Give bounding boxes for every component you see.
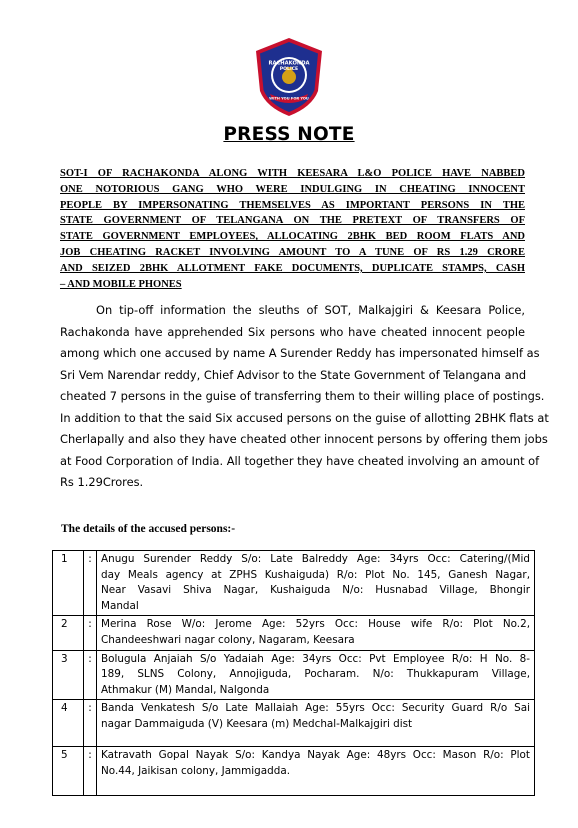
accused-details — [97, 616, 535, 650]
paragraph-line: among which one accused by name A Surender Reddy has impersonated himself as — [60, 346, 540, 360]
page-title: PRESS NOTE — [223, 124, 355, 145]
accused-details-heading: The details of the accused persons:- — [61, 523, 236, 535]
paragraph-line: Rachakonda have apprehended Six persons who have cheated innocent people — [60, 324, 525, 339]
accused-details — [97, 551, 535, 616]
accused-details-line: No.44, Jaikisan colony, Jammigadda. — [101, 764, 291, 777]
separator-colon: : — [84, 650, 97, 700]
headline-line: STATE GOVERNMENT EMPLOYEES, ALLOCATING 2BHK BED ROOM FLATS AND — [60, 231, 525, 243]
accused-details-line: Chandeeshwari nagar colony, Nagaram, Keesara — [101, 633, 355, 646]
table-row — [53, 700, 535, 747]
separator-colon: : — [84, 551, 97, 616]
table-row — [53, 747, 535, 796]
paragraph-line: In addition to that the said Six accused persons on the guise of allotting 2BHK flats at — [60, 410, 549, 425]
headline-line: SOT-I OF RACHAKONDA ALONG WITH KEESARA L&O POLICE HAVE NABBED — [60, 168, 525, 179]
table-row — [53, 650, 535, 700]
accused-details-line: Near Vasavi Shiva Nagar, Kushaiguda N/o: Husnabad Village, Bhongir — [101, 584, 530, 597]
accused-number: 3 — [53, 650, 84, 700]
table-row — [53, 616, 535, 650]
paragraph-line: Rs 1.29Crores. — [60, 475, 144, 489]
accused-details-line: Katravath Gopal Nayak S/o: Kandya Nayak Age: 48yrs Occ: Mason R/o: Plot — [101, 749, 530, 762]
headline-line: – AND MOBILE PHONES — [60, 278, 182, 290]
accused-details-line: Merina Rose W/o: Jerome Age: 52yrs Occ: House wife R/o: Plot No.2, — [101, 618, 530, 631]
paragraph-line: Sri Vem Narendar reddy, Chief Advisor to the State Government of Telangana and — [60, 367, 527, 382]
headline-line: JOB CHEATING RACKET INVOLVING AMOUNT TO A TUNE OF RS 1.29 CRORE — [60, 246, 525, 258]
paragraph-line: at Food Corporation of India. All together they have cheated involving an amount of — [60, 453, 540, 468]
accused-number: 4 — [53, 700, 84, 747]
paragraph-line: On tip-off information the sleuths of SOT, Malkajgiri & Keesara Police, — [96, 303, 525, 317]
headline-line: PEOPLE BY IMPERSONATING THEMSELVES AS IMPORTANT PERSONS IN THE — [60, 199, 525, 211]
accused-details-line: nagar Dammaiguda (V) Keesara (m) Medchal-Malkajgiri dist — [101, 717, 413, 730]
logo-top-text: RACHAKONDA — [268, 60, 310, 67]
paragraph-line: cheated 7 persons in the guise of transferring them to their willing place of postings. — [60, 389, 545, 403]
accused-details-line: Mandal — [101, 599, 139, 612]
accused-details — [97, 700, 535, 747]
separator-colon: : — [84, 616, 97, 650]
accused-details — [97, 747, 535, 796]
accused-details-line: day Meals agency at ZPHS Kushaiguda) R/o: Plot No. 145, Ganesh Nagar, — [101, 568, 530, 581]
headline-line: AND SEIZED 2BHK ALLOTMENT FAKE DOCUMENTS, DUPLICATE STAMPS, CASH — [60, 262, 525, 274]
accused-details-line: Banda Venkatesh S/o Late Mallaiah Age: 55yrs Occ: Security Guard R/o Sai — [101, 702, 530, 715]
logo-motto: WITH YOU FOR YOU — [269, 96, 309, 101]
paragraph-line: Cherlapally and also they have cheated other innocent persons by offering them jobs — [60, 432, 548, 446]
accused-details-line: 189, SLNS Colony, Annojiguda, Pocharam. N/o: Thukkapuram Village, — [101, 668, 530, 681]
separator-colon: : — [84, 700, 97, 747]
headline-line: STATE GOVERNMENT OF TELANGANA ON THE PRETEXT OF TRANSFERS OF — [60, 215, 525, 227]
accused-table — [52, 550, 535, 796]
headline — [60, 166, 525, 292]
logo-middle-text: POLICE — [279, 67, 299, 73]
table-row — [53, 551, 535, 616]
rachakonda-police-logo — [252, 37, 326, 117]
accused-details-line: Athmakur (M) Mandal, Nalgonda — [101, 683, 270, 696]
accused-number: 2 — [53, 616, 84, 650]
accused-details-line: Anugu Surender Reddy S/o: Late Balreddy Age: 34yrs Occ: Catering/(Mid — [101, 553, 530, 565]
accused-details-line: Bolugula Anjaiah S/o Yadaiah Age: 34yrs Occ: Pvt Employee R/o: H No. 8- — [101, 652, 530, 665]
accused-number: 1 — [53, 551, 84, 616]
accused-details — [97, 650, 535, 700]
body-paragraph — [60, 300, 549, 494]
accused-number: 5 — [53, 747, 84, 796]
headline-line: ONE NOTORIOUS GANG WHO WERE INDULGING IN CHEATING INNOCENT — [60, 183, 525, 195]
separator-colon: : — [84, 747, 97, 796]
